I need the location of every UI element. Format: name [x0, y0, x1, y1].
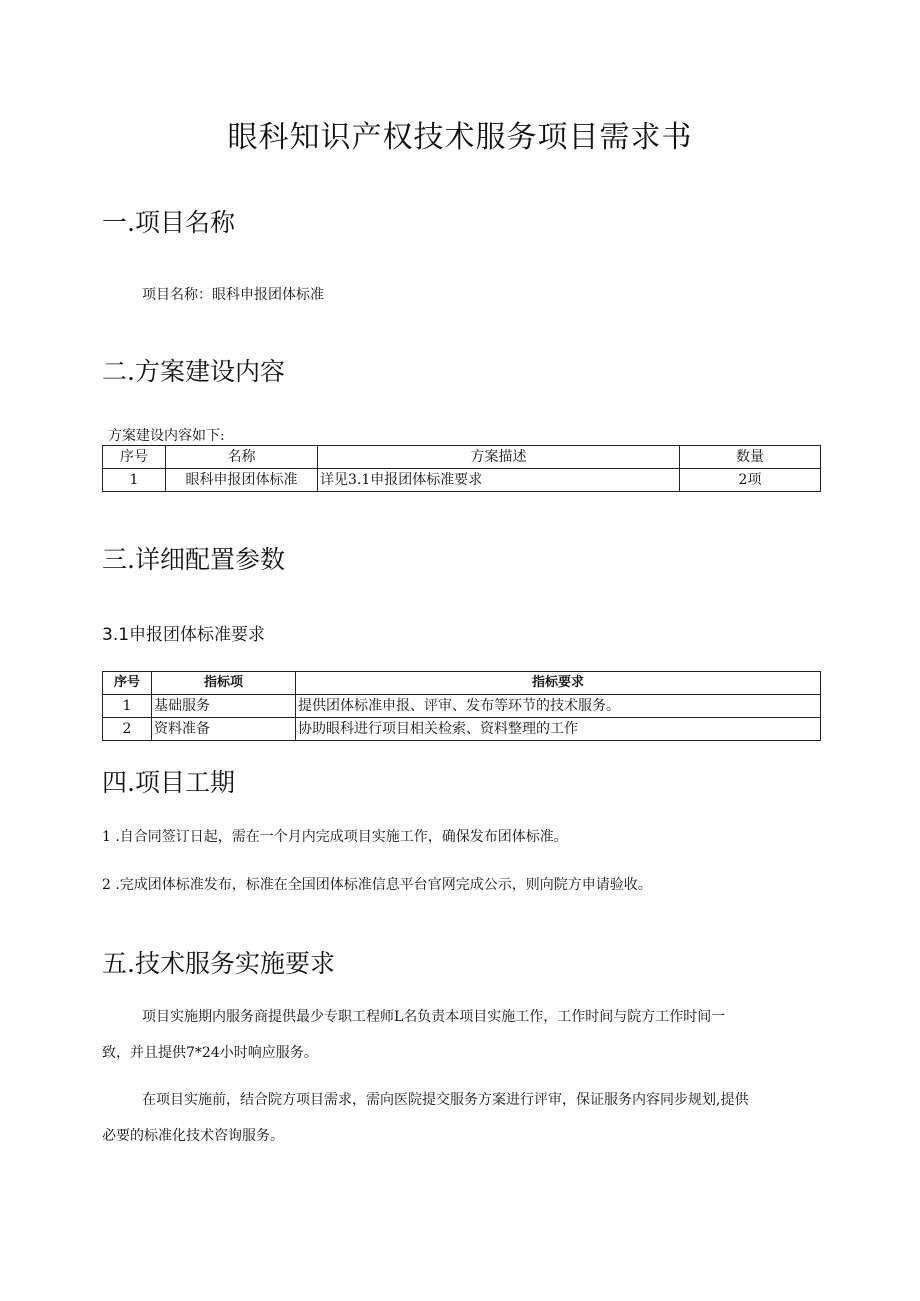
- table-cell: 提供团体标准申报、评审、发布等环节的技术服务。: [296, 695, 821, 718]
- table-cell: 2项: [680, 469, 821, 492]
- table-row: [103, 695, 821, 718]
- section-heading-service-requirements: 五.技术服务实施要求: [102, 949, 335, 978]
- section-heading-config-params: 三.详细配置参数: [102, 545, 285, 574]
- requirements-table: [102, 671, 821, 741]
- table-row: [103, 718, 821, 741]
- schedule-item: 1 .自合同签订日起，需在一个月内完成项目实施工作，确保发布团体标准。: [102, 829, 568, 845]
- table-cell: 1: [103, 695, 152, 718]
- table-header-cell: 序号: [103, 446, 166, 469]
- table-header-cell: 指标要求: [296, 672, 821, 695]
- table-cell: 2: [103, 718, 152, 741]
- table-cell: 基础服务: [152, 695, 296, 718]
- table-header-cell: 名称: [166, 446, 318, 469]
- page-title: 眼科知识产权技术服务项目需求书: [227, 120, 693, 155]
- table-row: [103, 469, 821, 492]
- table-header-cell: 方案描述: [318, 446, 680, 469]
- requirements-paragraph-line: 项目实施期内服务商提供最少专职工程师L名负责本项目实施工作，工作时间与院方工作时间一: [142, 1009, 726, 1025]
- table-cell: 资料准备: [152, 718, 296, 741]
- table-cell: 眼科申报团体标准: [166, 469, 318, 492]
- table-header-cell: 指标项: [152, 672, 296, 695]
- schedule-item: 2 .完成团体标准发布，标准在全国团体标准信息平台官网完成公示，则向院方申请验收。: [102, 877, 652, 893]
- table-header-cell: 序号: [103, 672, 152, 695]
- table-header-row: [103, 672, 821, 695]
- subsection-heading: 3.1申报团体标准要求: [102, 625, 266, 645]
- section-heading-plan-content: 二.方案建设内容: [102, 357, 285, 386]
- plan-content-table: [102, 445, 821, 492]
- plan-intro-text: 方案建设内容如下:: [108, 428, 225, 444]
- table-cell: 1: [103, 469, 166, 492]
- section-heading-schedule: 四.项目工期: [102, 768, 235, 797]
- table-header-row: [103, 446, 821, 469]
- requirements-paragraph-line: 在项目实施前，结合院方项目需求，需向医院提交服务方案进行评审，保证服务内容同步规划,提供: [142, 1092, 749, 1108]
- table-cell: 详见3.1申报团体标准要求: [318, 469, 680, 492]
- project-name-text: 项目名称：眼科申报团体标准: [142, 287, 324, 303]
- requirements-paragraph-line: 致，并且提供7*24小时响应服务。: [102, 1045, 318, 1061]
- requirements-paragraph-line: 必要的标准化技术咨询服务。: [102, 1128, 284, 1144]
- table-header-cell: 数量: [680, 446, 821, 469]
- section-heading-project-name: 一.项目名称: [102, 208, 235, 237]
- table-cell: 协助眼科进行项目相关检索、资料整理的工作: [296, 718, 821, 741]
